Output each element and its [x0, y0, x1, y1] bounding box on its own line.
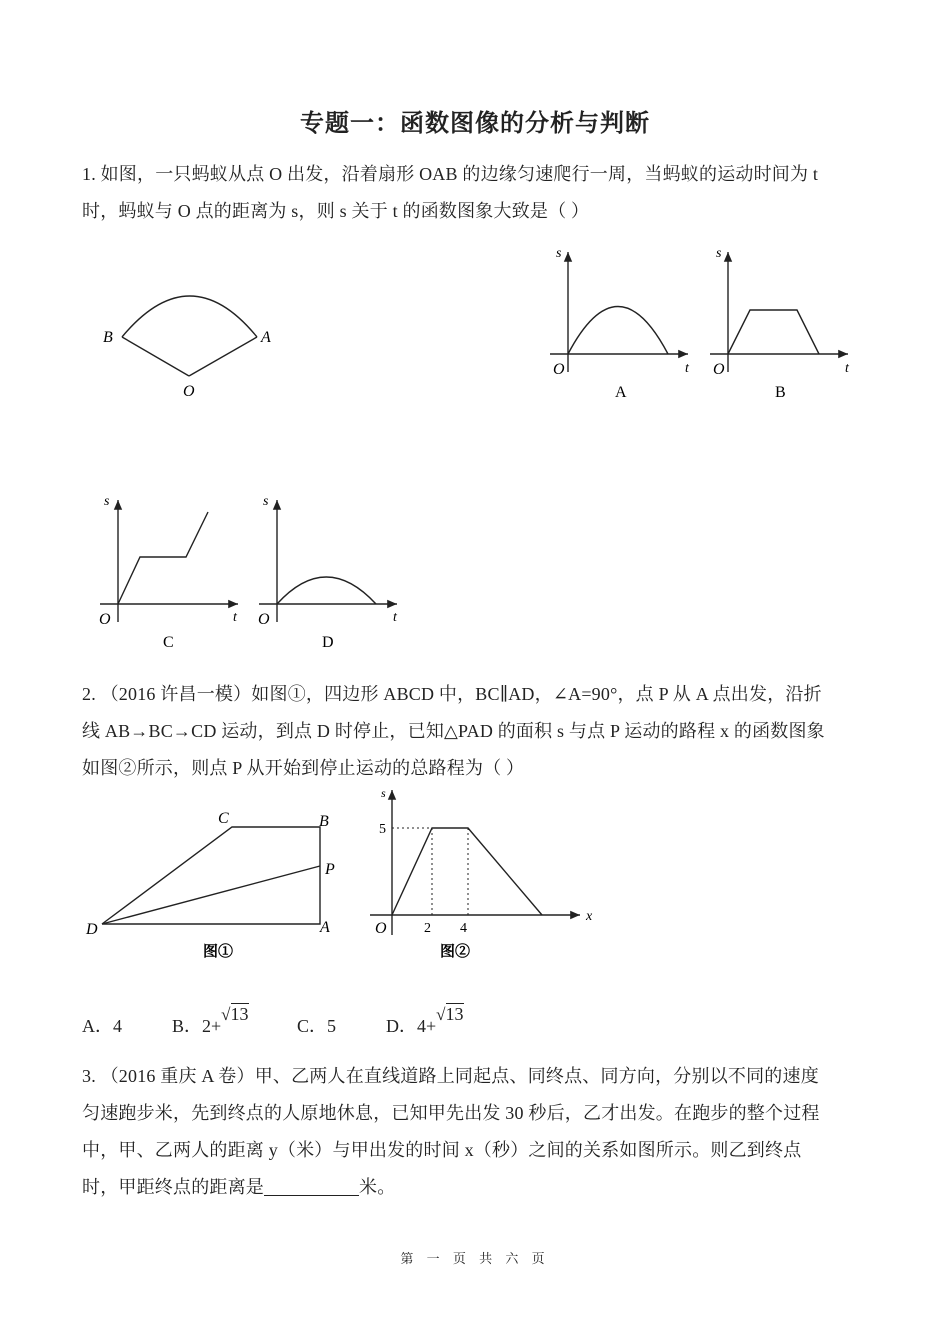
option-b-curve: [728, 310, 819, 354]
origin-label: O: [713, 361, 725, 378]
option-d-caption: D: [322, 634, 334, 651]
axis-label-t: t: [845, 361, 849, 376]
answer-b-prefix: B．2+: [172, 1016, 222, 1036]
axis-label-s: s: [381, 786, 386, 800]
origin-label: O: [99, 611, 111, 628]
figure-2-caption: 图②: [440, 944, 471, 960]
q1-text-line2: 时，蚂蚁与 O 点的距离为 s，则 s 关于 t 的函数图象大致是（ ）: [82, 201, 590, 221]
q2-text-line2: 线 AB→BC→CD 运动，到点 D 时停止，已知△PAD 的面积 s 与点 P 运动的路程 x 的函数图象: [82, 721, 825, 741]
option-a-graph: [550, 246, 690, 401]
sqrt-13: √13: [221, 1004, 249, 1024]
figure-1-caption: 图①: [203, 944, 234, 960]
q3-text-line3: 中，甲、乙两人的距离 y（米）与甲出发的时间 x（秒）之间的关系如图所示。则乙到终点: [82, 1140, 802, 1160]
sector-label-o: O: [183, 383, 195, 400]
option-b-graph: [710, 246, 850, 401]
q2-answer-b: [172, 1004, 249, 1038]
trapezoid-abcd: [102, 827, 320, 924]
option-b-caption: B: [775, 384, 786, 401]
option-a-caption: A: [615, 384, 627, 401]
axis-label-s: s: [263, 494, 269, 509]
option-c-curve: [118, 512, 208, 604]
label-a: A: [320, 919, 330, 936]
page-title: 专题一：函数图像的分析与判断: [300, 109, 650, 137]
answer-blank: [264, 1177, 359, 1196]
origin-label: O: [553, 361, 565, 378]
sector-label-a: A: [261, 329, 271, 346]
q2-answer-a: A．4: [82, 1016, 122, 1036]
q2-answer-c: C．5: [297, 1016, 337, 1036]
q3-text-line4: [82, 1173, 395, 1199]
origin-label: O: [375, 920, 387, 937]
q2-figure-2: [370, 786, 593, 960]
q2-figure-1: [85, 810, 335, 960]
sector-figure: [103, 296, 271, 400]
q3-text-line1: 3. （2016 重庆 A 卷）甲、乙两人在直线道路上同起点、同终点、同方向，分别以不同的速度: [82, 1066, 819, 1086]
axis-label-s: s: [104, 494, 110, 509]
option-a-curve: [568, 307, 668, 355]
axis-label-t: t: [233, 610, 237, 625]
q3-line4-suffix: 米。: [359, 1177, 396, 1197]
q2-answer-d: [386, 1004, 464, 1038]
graph-2-curve: [392, 828, 542, 915]
option-d-graph: [258, 494, 398, 651]
sqrt-13: √13: [436, 1004, 464, 1024]
sector-edge-oa: [189, 337, 257, 376]
axis-label-s: s: [556, 246, 562, 261]
q2-text-line3: 如图②所示，则点 P 从开始到停止运动的总路程为（ ）: [82, 758, 525, 778]
option-c-graph: [99, 494, 238, 651]
q1-text-line1: 1. 如图，一只蚂蚁从点 O 出发，沿着扇形 OAB 的边缘匀速爬行一周，当蚂蚁的运动时间为 t: [82, 164, 819, 184]
sector-arc: [122, 296, 257, 337]
segment-dp: [102, 866, 320, 924]
x-tick-2: 2: [424, 921, 431, 936]
label-p: P: [325, 861, 335, 878]
option-d-curve: [277, 577, 376, 604]
label-b: B: [319, 813, 329, 830]
y-tick-5: 5: [379, 822, 386, 837]
option-c-caption: C: [163, 634, 174, 651]
sector-label-b: B: [103, 329, 113, 346]
axis-label-t: t: [393, 610, 397, 625]
label-c: C: [218, 810, 229, 827]
origin-label: O: [258, 611, 270, 628]
page-footer: 第 一 页 共 六 页: [400, 1251, 550, 1266]
q3-line4-prefix: 时，甲距终点的距离是: [82, 1177, 264, 1197]
q2-text-line1: 2. （2016 许昌一模）如图①，四边形 ABCD 中，BC∥AD，∠A=90°，点 P 从 A 点出发，沿折: [82, 684, 822, 704]
label-d: D: [86, 921, 98, 938]
x-tick-4: 4: [460, 921, 467, 936]
axis-label-s: s: [716, 246, 722, 261]
axis-label-t: t: [685, 361, 689, 376]
answer-d-prefix: D．4+: [386, 1016, 437, 1036]
q3-text-line2: 匀速跑步米，先到终点的人原地休息，已知甲先出发 30 秒后，乙才出发。在跑步的整个过程: [82, 1103, 820, 1123]
sector-edge-ob: [122, 337, 189, 376]
axis-label-x: x: [586, 909, 593, 924]
